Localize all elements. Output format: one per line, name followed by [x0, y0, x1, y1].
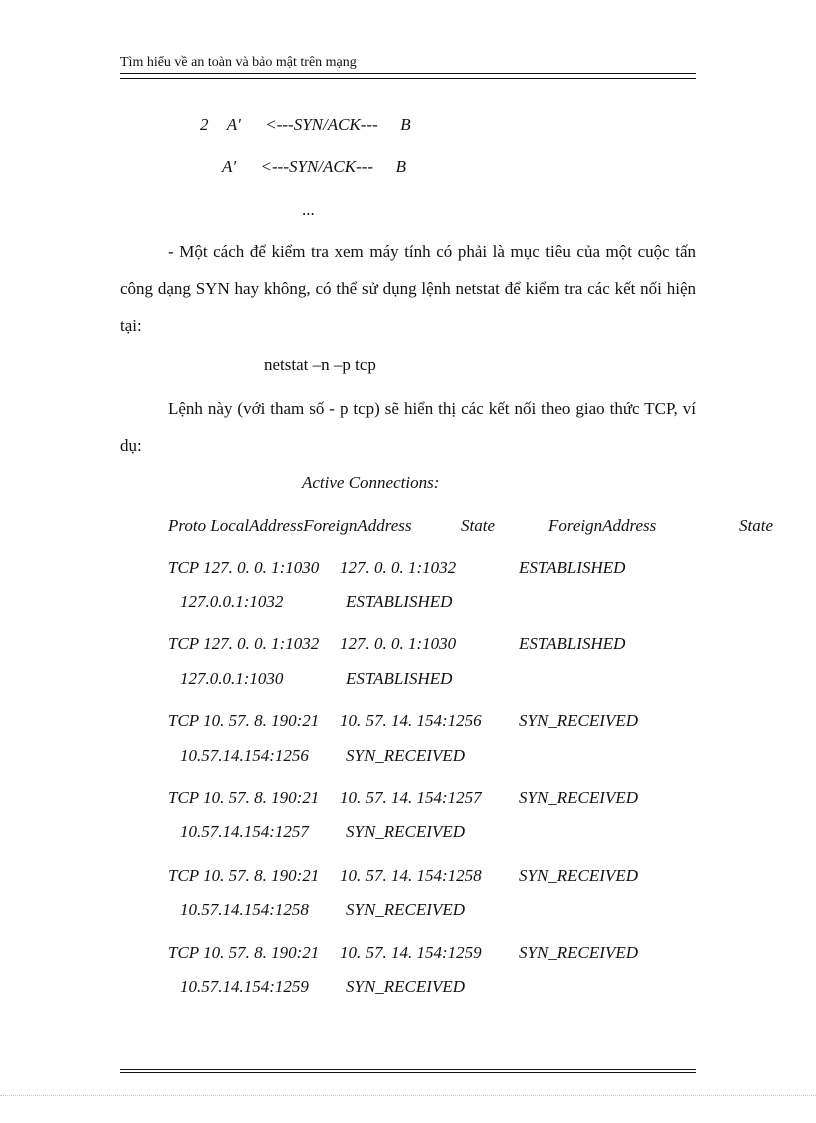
header-state: State: [461, 516, 495, 535]
row-foreign: 127. 0. 0. 1:1030: [340, 634, 457, 653]
row-foreign-repeat: 10.57.14.154:1257: [180, 822, 309, 841]
row-state-repeat: SYN_RECEIVED: [346, 822, 465, 841]
syn-line-left: A': [222, 157, 237, 176]
syn-line-left: A': [226, 115, 241, 134]
row-state-repeat: SYN_RECEIVED: [346, 746, 465, 765]
syn-line-2: [222, 157, 406, 177]
row-proto-local: TCP 10. 57. 8. 190:21: [168, 711, 320, 730]
row-foreign: 10. 57. 14. 154:1257: [340, 788, 482, 807]
row-state: SYN_RECEIVED: [519, 943, 638, 962]
row-state: ESTABLISHED: [519, 558, 626, 577]
syn-line-right: B: [395, 157, 406, 176]
footer-rule-top: [120, 1069, 696, 1070]
row-foreign: 10. 57. 14. 154:1256: [340, 711, 482, 730]
paragraph-command-description: Lệnh này (với tham số - p tcp) sẽ hiển thị các kết nối theo giao thức TCP, ví dụ:: [120, 399, 696, 455]
row-state: SYN_RECEIVED: [519, 711, 638, 730]
syn-line-1: [200, 115, 411, 135]
row-foreign-repeat: 10.57.14.154:1259: [180, 977, 309, 996]
row-foreign-repeat: 127.0.0.1:1030: [180, 669, 284, 688]
row-proto-local: TCP 127. 0. 0. 1:1030: [168, 558, 320, 577]
footer-rule-bottom: [120, 1072, 696, 1073]
header-foreign-address: ForeignAddress: [548, 516, 657, 535]
paragraph-syn-check: - Một cách để kiểm tra xem máy tính có phải là mục tiêu của một cuộc tấn công dạng SYN hay không, có thể sử dụng lệnh netstat để kiểm tra các kết nối hiện tại:: [120, 242, 696, 335]
row-foreign: 10. 57. 14. 154:1259: [340, 943, 482, 962]
row-state: SYN_RECEIVED: [519, 866, 638, 885]
row-foreign-repeat: 10.57.14.154:1256: [180, 746, 309, 765]
row-foreign-repeat: 127.0.0.1:1032: [180, 592, 284, 611]
row-proto-local: TCP 127. 0. 0. 1:1032: [168, 634, 320, 653]
row-state: ESTABLISHED: [519, 634, 626, 653]
syn-line-right: B: [400, 115, 411, 134]
row-foreign: 10. 57. 14. 154:1258: [340, 866, 482, 885]
row-state-repeat: ESTABLISHED: [346, 592, 453, 611]
row-foreign-repeat: 10.57.14.154:1258: [180, 900, 309, 919]
row-proto-local: TCP 10. 57. 8. 190:21: [168, 788, 320, 807]
header-rule: [120, 73, 696, 79]
running-header: Tìm hiểu về an toàn và bảo mật trên mạng: [120, 55, 357, 70]
header-state-2: State: [739, 516, 773, 535]
header-proto-local-foreign: Proto LocalAddressForeignAddress: [168, 516, 412, 535]
row-state: SYN_RECEIVED: [519, 788, 638, 807]
syn-line-arrow: <---SYN/ACK---: [265, 115, 378, 134]
netstat-command: netstat –n –p tcp: [264, 355, 376, 374]
syn-line-number: 2: [200, 115, 209, 134]
page-edge-dotted: [0, 1095, 816, 1096]
row-state-repeat: SYN_RECEIVED: [346, 900, 465, 919]
row-state-repeat: SYN_RECEIVED: [346, 977, 465, 996]
ellipsis: ...: [302, 200, 315, 219]
row-proto-local: TCP 10. 57. 8. 190:21: [168, 943, 320, 962]
row-foreign: 127. 0. 0. 1:1032: [340, 558, 457, 577]
table-title: Active Connections:: [302, 473, 440, 492]
syn-line-arrow: <---SYN/ACK---: [260, 157, 374, 176]
row-proto-local: TCP 10. 57. 8. 190:21: [168, 866, 320, 885]
row-state-repeat: ESTABLISHED: [346, 669, 453, 688]
